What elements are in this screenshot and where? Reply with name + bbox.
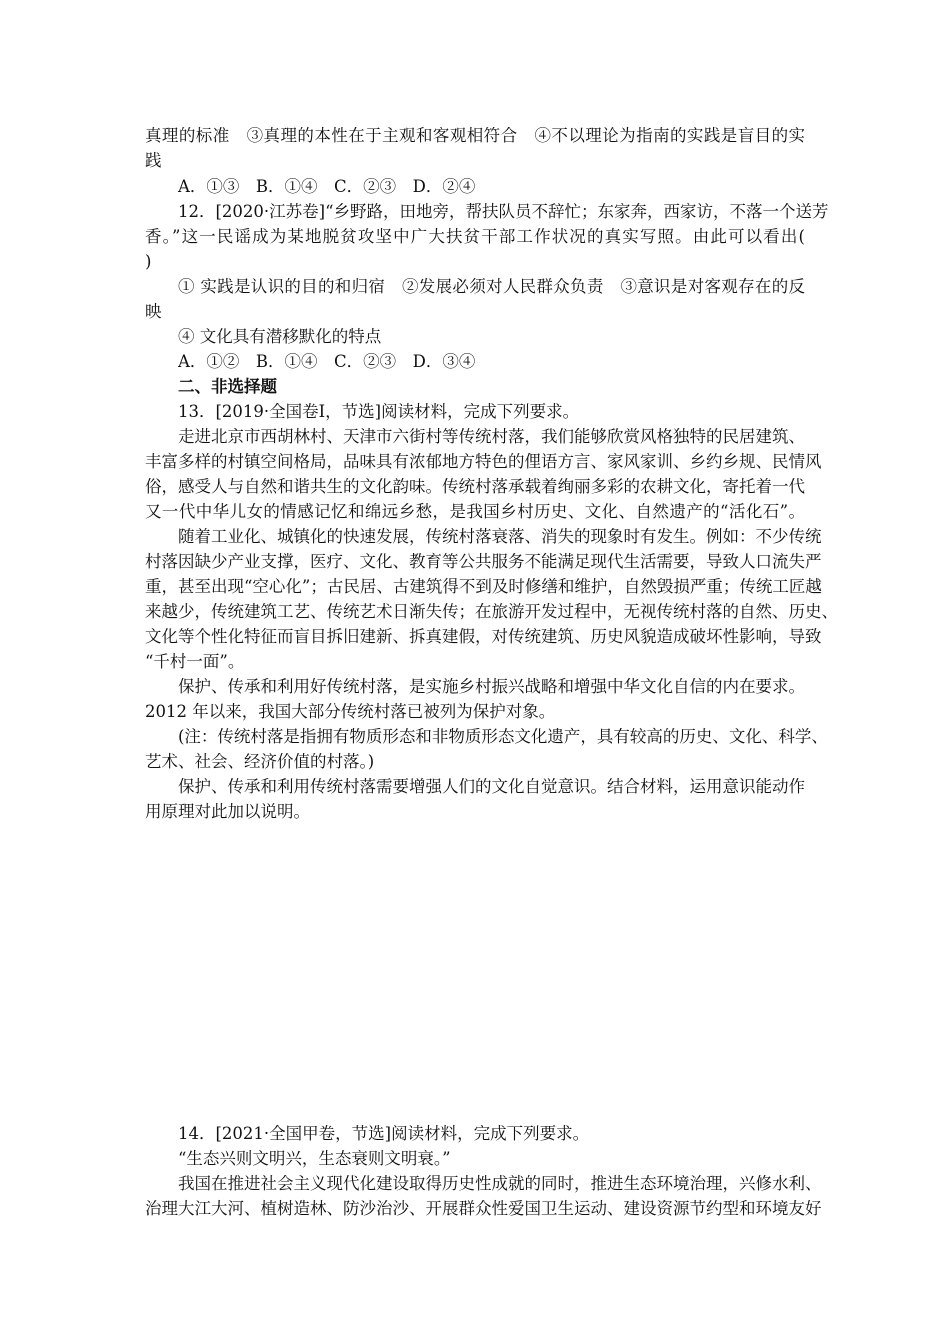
q14-intro: 14．[2021·全国甲卷，节选]阅读材料，完成下列要求。 xyxy=(178,1124,590,1143)
q11-stem-line-1: 真理的标准 ③真理的本性在于主观和客观相符合 ④不以理论为指南的实践是盲目的实 xyxy=(145,126,805,145)
paragraph-line: “千村一面”。 xyxy=(145,652,245,671)
paragraph-line: 治理大江大河、植树造林、防沙治沙、开展群众性爱国卫生运动、建设资源节约型和环境友好 xyxy=(145,1199,822,1218)
q12-stem-line-3: ) xyxy=(145,252,152,271)
paragraph-line: 来越少，传统建筑工艺、传统艺术日渐失传；在旅游开发过程中，无视传统村落的自然、历史、 xyxy=(145,602,838,621)
paragraph-line: 丰富多样的村镇空间格局，品味具有浓郁地方特色的俚语方言、家风家训、乡约乡规、民情风 xyxy=(145,452,822,471)
paragraph-line: 村落因缺少产业支撑，医疗、文化、教育等公共服务不能满足现代生活需要，导致人口流失严 xyxy=(145,552,822,571)
section-heading: 二、非选择题 xyxy=(178,377,277,396)
q12-stem-line-2: 香。”这一民谣成为某地脱贫攻坚中广大扶贫干部工作状况的真实写照。由此可以看出( xyxy=(145,227,805,246)
paragraph-line: 重，甚至出现“空心化”；古民居、古建筑得不到及时修缮和维护，自然毁损严重；传统工匠越 xyxy=(145,577,822,596)
paragraph-line: 文化等个性化特征而盲目拆旧建新、拆真建假，对传统建筑、历史风貌造成破坏性影响，导致 xyxy=(145,627,822,646)
paragraph-line: 随着工业化、城镇化的快速发展，传统村落衰落、消失的现象时有发生。例如：不少传统 xyxy=(178,527,822,546)
task-line: 保护、传承和利用传统村落需要增强人们的文化自觉意识。结合材料，运用意识能动作 xyxy=(178,777,805,796)
paragraph-line: 走进北京市西胡林村、天津市六街村等传统村落，我们能够欣赏风格独特的民居建筑、 xyxy=(178,427,805,446)
note-line: (注：传统村落是指拥有物质形态和非物质形态文化遗产，具有较高的历史、文化、科学、 xyxy=(178,727,828,746)
paragraph-line: 保护、传承和利用好传统村落，是实施乡村振兴战略和增强中华文化自信的内在要求。 xyxy=(178,677,805,696)
q11-options: A．①③ B．①④ C．②③ D．②④ xyxy=(178,177,476,196)
q13-intro: 13．[2019·全国卷Ⅰ，节选]阅读材料，完成下列要求。 xyxy=(178,402,580,421)
q14-quote: “生态兴则文明兴，生态衰则文明衰。” xyxy=(178,1149,451,1168)
paragraph-line: 2012 年以来，我国大部分传统村落已被列为保护对象。 xyxy=(145,702,556,721)
q12-options: A．①② B．①④ C．②③ D．③④ xyxy=(178,352,476,371)
paragraph-line: 又一代中华儿女的情感记忆和绵远乡愁，是我国乡村历史、文化、自然遗产的“活化石”。 xyxy=(145,502,805,521)
paragraph-line: 俗，感受人与自然和谐共生的文化韵味。传统村落承载着绚丽多彩的农耕文化，寄托着一代 xyxy=(145,477,805,496)
note-line: 艺术、社会、经济价值的村落。) xyxy=(145,752,375,771)
q12-stem-line-1: 12．[2020·江苏卷]“乡野路，田地旁，帮扶队员不辞忙；东家奔，西家访，不落一个送芳 xyxy=(178,202,829,221)
paragraph-line: 我国在推进社会主义现代化建设取得历史性成就的同时，推进生态环境治理，兴修水利、 xyxy=(178,1174,822,1193)
task-line: 用原理对此加以说明。 xyxy=(145,802,310,821)
q12-statements-line-3: ④ 文化具有潜移默化的特点 xyxy=(178,327,382,346)
q12-statements-line-1: ① 实践是认识的目的和归宿 ②发展必须对人民群众负责 ③意识是对客观存在的反 xyxy=(178,277,805,296)
q11-stem-line-2: 践 xyxy=(145,151,162,170)
q12-statements-line-2: 映 xyxy=(145,302,162,321)
